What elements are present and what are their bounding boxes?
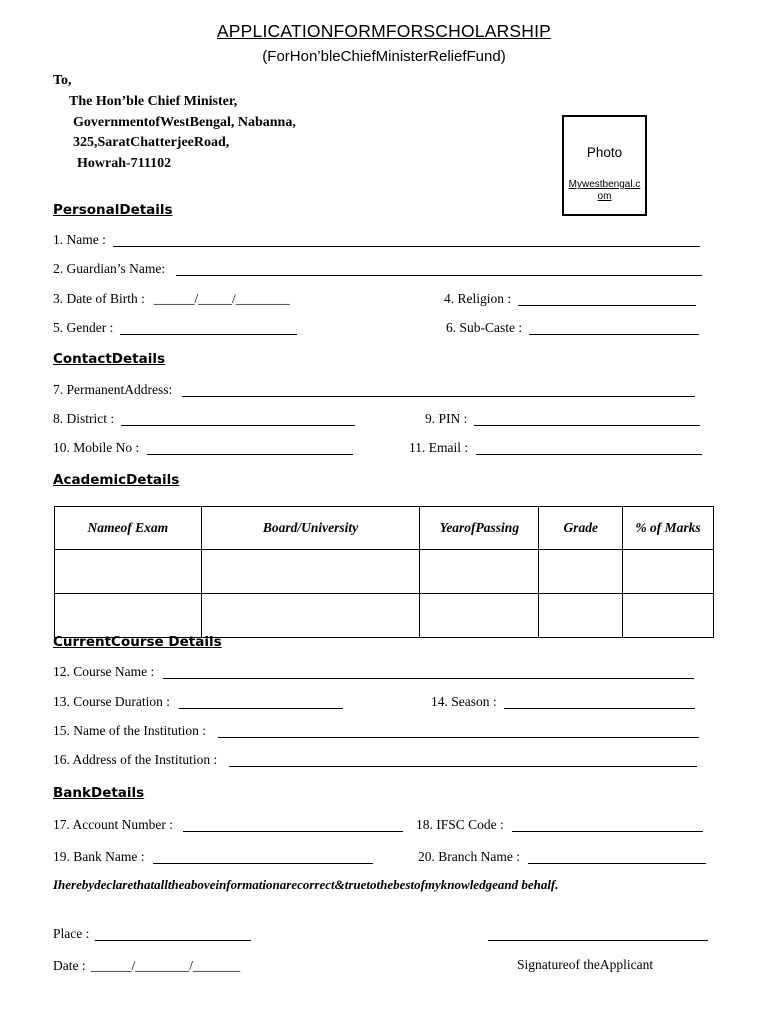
- table-cell[interactable]: [55, 594, 202, 638]
- pin-field[interactable]: [474, 425, 700, 426]
- photo-box: [562, 115, 647, 216]
- header-grade: Grade: [539, 507, 623, 550]
- photo-site-link[interactable]: Mywestbengal.com: [568, 179, 641, 202]
- ifsc-label: 18. IFSC Code :: [416, 817, 504, 832]
- religion-field[interactable]: [518, 305, 696, 306]
- dob-field[interactable]: ______/_____/________: [154, 291, 290, 306]
- pin-label: 9. PIN :: [425, 411, 468, 426]
- address-line-2: GovernmentofWestBengal, Nabanna,: [73, 115, 296, 130]
- date-field[interactable]: ______/________/_______: [91, 958, 241, 973]
- table-row: [55, 594, 714, 638]
- signature-label: Signatureof theApplicant: [517, 957, 654, 972]
- table-cell[interactable]: [623, 550, 714, 594]
- religion-label: 4. Religion :: [444, 291, 512, 306]
- table-cell[interactable]: [623, 594, 714, 638]
- table-cell[interactable]: [539, 594, 623, 638]
- course-name-field[interactable]: [163, 678, 694, 679]
- district-label: 8. District :: [53, 411, 115, 426]
- section-personal-details: PersonalDetails: [53, 202, 173, 218]
- place-field[interactable]: [95, 940, 251, 941]
- bank-name-label: 19. Bank Name :: [53, 849, 145, 864]
- address-line-4: Howrah-711102: [77, 156, 172, 171]
- table-cell[interactable]: [201, 594, 420, 638]
- permanent-address-field[interactable]: [182, 396, 695, 397]
- table-cell[interactable]: [539, 550, 623, 594]
- course-name-label: 12. Course Name :: [53, 664, 155, 679]
- bank-name-field[interactable]: [153, 863, 373, 864]
- branch-name-label: 20. Branch Name :: [418, 849, 520, 864]
- guardian-label: 2. Guardian’s Name:: [53, 261, 166, 276]
- account-number-field[interactable]: [183, 831, 403, 832]
- institution-address-field[interactable]: [229, 766, 697, 767]
- form-title: APPLICATIONFORMFORSCHOLARSHIP: [216, 21, 552, 41]
- header-name-of-exam: Nameof Exam: [55, 507, 202, 550]
- header-board-university: Board/University: [201, 507, 420, 550]
- header-percent-marks: % of Marks: [623, 507, 714, 550]
- address-line-3: 325,SaratChatterjeeRoad,: [73, 135, 230, 150]
- table-header-row: [55, 507, 714, 550]
- mobile-field[interactable]: [147, 454, 353, 455]
- institution-label: 15. Name of the Institution :: [53, 723, 206, 738]
- email-label: 11. Email :: [409, 440, 469, 455]
- signature-line[interactable]: [488, 940, 708, 941]
- table-cell[interactable]: [201, 550, 420, 594]
- name-field[interactable]: [113, 246, 700, 247]
- date-label: Date :: [53, 958, 86, 973]
- address-to: To,: [53, 73, 72, 88]
- gender-field[interactable]: [120, 334, 297, 335]
- course-duration-label: 13. Course Duration :: [53, 694, 170, 709]
- institution-field[interactable]: [218, 737, 699, 738]
- subcaste-field[interactable]: [529, 334, 699, 335]
- season-field[interactable]: [504, 708, 695, 709]
- email-field[interactable]: [476, 454, 702, 455]
- institution-address-label: 16. Address of the Institution :: [53, 752, 218, 767]
- header-year-of-passing: YearofPassing: [420, 507, 539, 550]
- table-cell[interactable]: [420, 550, 539, 594]
- season-label: 14. Season :: [431, 694, 497, 709]
- section-course-details: CurrentCourse Details: [53, 634, 222, 650]
- section-contact-details: ContactDetails: [53, 351, 166, 367]
- form-subtitle: (ForHon’bleChiefMinisterReliefFund): [262, 48, 506, 65]
- address-line-1: The Hon’ble Chief Minister,: [69, 94, 238, 109]
- dob-label: 3. Date of Birth :: [53, 291, 145, 306]
- section-academic-details: AcademicDetails: [53, 472, 180, 488]
- photo-label: Photo: [586, 145, 623, 160]
- section-bank-details: BankDetails: [53, 785, 145, 801]
- declaration-text: Iherebydeclarethatalltheaboveinformationarecorrect&truetothebestofmyknowledgeand behalf.: [53, 877, 559, 892]
- guardian-field[interactable]: [176, 275, 702, 276]
- place-label: Place :: [53, 926, 90, 941]
- table-row: [55, 550, 714, 594]
- academic-table: [54, 506, 714, 638]
- course-duration-field[interactable]: [179, 708, 343, 709]
- ifsc-field[interactable]: [512, 831, 703, 832]
- subcaste-label: 6. Sub-Caste :: [446, 320, 523, 335]
- mobile-label: 10. Mobile No :: [53, 440, 140, 455]
- address-label: 7. PermanentAddress:: [53, 382, 173, 397]
- branch-name-field[interactable]: [528, 863, 706, 864]
- table-cell[interactable]: [420, 594, 539, 638]
- gender-label: 5. Gender :: [53, 320, 114, 335]
- account-number-label: 17. Account Number :: [53, 817, 173, 832]
- district-field[interactable]: [121, 425, 355, 426]
- name-label: 1. Name :: [53, 232, 106, 247]
- table-cell[interactable]: [55, 550, 202, 594]
